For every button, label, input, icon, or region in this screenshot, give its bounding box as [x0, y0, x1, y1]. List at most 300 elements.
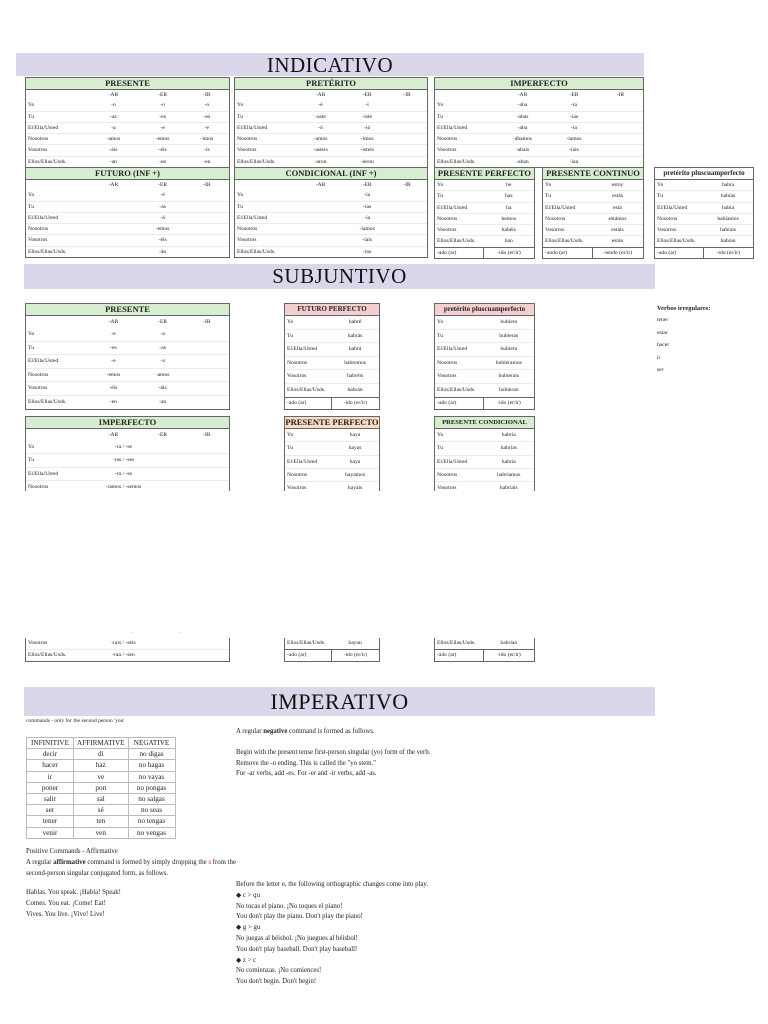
indicativo-presente-continuo-table	[542, 167, 644, 259]
cell: hubiéramos	[495, 359, 522, 366]
subjuntivo-presente-perfecto-bottom	[284, 638, 380, 662]
table-row	[26, 454, 229, 467]
irregular-verb: ir	[657, 354, 661, 361]
cell: -o	[160, 102, 165, 109]
subjuntivo-presente-table	[25, 303, 230, 410]
cell: -es	[110, 344, 117, 351]
table-row	[435, 429, 534, 442]
cell: -a	[160, 358, 165, 365]
table-title: FUTURO (INF +)	[26, 168, 229, 180]
table-row	[285, 316, 379, 330]
irregular-verb: estar	[657, 329, 668, 336]
row-label: Ellos/Ellas/Usds.	[437, 238, 476, 245]
page-break-mark: .	[131, 630, 133, 635]
row-label: Ellos/Ellas/Usds.	[437, 158, 476, 165]
cell	[294, 224, 347, 234]
cell: -amos	[155, 371, 170, 378]
footer-row	[435, 397, 534, 409]
cell	[387, 190, 427, 200]
cell: hayan	[348, 640, 362, 646]
row-label: El/Ella/Usted	[437, 124, 468, 131]
cell: -ran / -sen	[112, 652, 135, 658]
indicativo-presente-perfecto-table	[434, 167, 535, 259]
header-row	[26, 429, 229, 441]
row-label: Nosotros	[437, 136, 458, 143]
cell: hubieras	[499, 332, 519, 339]
cell: -ían	[569, 158, 579, 165]
cell: tener	[27, 816, 74, 827]
row-label: Nosotros	[657, 215, 678, 222]
row-label: Vosotros	[545, 227, 565, 234]
table-row	[26, 650, 229, 661]
table-row	[435, 180, 534, 191]
cell: estás	[612, 193, 623, 200]
cell	[185, 190, 229, 200]
cell	[387, 202, 427, 212]
cell: no vengas	[128, 827, 175, 838]
cell: he	[506, 182, 512, 188]
row-label: El/Ella/Usted	[437, 204, 468, 211]
cell	[185, 213, 229, 223]
row-label: Vosotros	[287, 373, 307, 380]
row-label: -ando (ar)	[545, 249, 568, 256]
ortho-line: You don't begin. Don't begin!	[236, 978, 317, 986]
cell	[185, 342, 229, 355]
cell: -IR	[203, 319, 211, 325]
table-row	[285, 357, 379, 371]
table-row	[435, 203, 534, 214]
row-label: Vosotros	[28, 385, 48, 392]
row-label: El/Ella/Usted	[437, 458, 468, 465]
table-row	[435, 112, 643, 123]
cell: -e	[111, 331, 116, 337]
table-row	[26, 328, 229, 342]
cell: has	[505, 193, 513, 200]
row-label	[26, 90, 86, 100]
indicativo-pluscuamperfecto-table	[654, 167, 754, 259]
cell	[185, 328, 229, 341]
table-row	[26, 112, 229, 123]
row-label	[26, 180, 86, 190]
cell	[294, 190, 347, 200]
cell: -ER	[158, 432, 168, 438]
row-label	[26, 316, 86, 328]
cell: -aste	[315, 113, 326, 120]
ortho-line: No tocas el piano. ¡No toques el piano!	[236, 902, 343, 910]
cell: ir	[27, 771, 74, 782]
cell	[387, 112, 427, 122]
table-row	[26, 355, 229, 369]
cell	[185, 224, 229, 234]
cell: -emos	[155, 136, 170, 143]
cell	[387, 224, 427, 234]
table-row	[235, 235, 427, 246]
subjuntivo-imperfecto-bottom	[25, 638, 230, 662]
row-label: Yo	[28, 192, 35, 199]
row-label: Vosotros	[237, 237, 257, 244]
row-label: Vosotros	[28, 640, 48, 646]
table-row	[26, 369, 229, 383]
cell: -ER	[158, 92, 168, 98]
cell: ten	[74, 816, 129, 827]
table-row	[235, 100, 427, 111]
table-row	[26, 342, 229, 356]
affirmative-rule-cont: second-person singular conjugated form, as follows.	[26, 869, 169, 877]
indicativo-futuro-table	[25, 167, 230, 258]
table-row	[26, 235, 229, 246]
cell: -ió	[364, 124, 371, 131]
indicativo-banner: INDICATIVO	[16, 53, 644, 76]
column-header: AFFIRMATIVE	[74, 738, 129, 749]
cell	[387, 145, 427, 155]
cell: sé	[74, 805, 129, 816]
table-row	[285, 469, 379, 482]
table-row	[26, 190, 229, 201]
cell: ser	[27, 805, 74, 816]
cell: -o	[204, 102, 210, 109]
irregular-verb: hacer	[657, 342, 670, 349]
cell: -AR	[108, 432, 119, 438]
table-row	[27, 782, 176, 793]
table-row	[285, 456, 379, 469]
table-row	[235, 112, 427, 123]
table-row	[27, 749, 176, 760]
cell	[185, 247, 229, 257]
table-row	[435, 225, 534, 236]
table-row	[235, 134, 427, 145]
cell	[86, 224, 140, 234]
cell: -íais	[362, 237, 372, 244]
indicativo-imperfecto-table	[434, 77, 644, 168]
cell	[598, 145, 643, 155]
table-row	[435, 214, 534, 225]
cell: -emos	[106, 371, 121, 378]
table-row	[26, 468, 229, 481]
cell: -aron	[314, 158, 327, 165]
cell: -abas	[516, 113, 529, 120]
row-label: Nosotros	[28, 136, 49, 143]
table-row	[435, 357, 534, 371]
row-label: Tu	[237, 113, 244, 120]
cell	[161, 441, 195, 453]
table-row	[435, 191, 534, 202]
cell: no hagas	[128, 760, 175, 771]
table-row	[26, 481, 229, 491]
cell: -AR	[108, 92, 119, 98]
cell	[387, 134, 427, 144]
column-header: NEGATIVE	[128, 738, 175, 749]
orthographic-changes	[236, 880, 656, 988]
table-row	[235, 123, 427, 134]
cell: -IR	[403, 182, 411, 188]
cell: -ías	[363, 203, 372, 210]
cell: habríais	[499, 485, 518, 491]
table-row	[435, 236, 534, 246]
table-row	[26, 441, 229, 454]
table-row	[285, 370, 379, 384]
row-label: Vosotros	[28, 237, 48, 244]
cell: -a	[160, 331, 165, 337]
cell: hacer	[27, 760, 74, 771]
table-row	[285, 429, 379, 442]
cell: -ido (er/ir)	[703, 248, 753, 258]
affirmative-rule: A regular affirmative command is formed by simply dropping the s from the	[26, 858, 236, 866]
table-title: PRESENTE CONDICIONAL	[435, 417, 534, 429]
row-label: -ado (ar)	[657, 249, 677, 256]
table-row	[435, 384, 534, 397]
table-title: FUTURO PERFECTO	[285, 304, 379, 316]
row-label: El/Ella/Usted	[287, 458, 318, 465]
cell: -e	[204, 124, 210, 131]
table-row	[27, 760, 176, 771]
cell: habrá	[348, 346, 362, 353]
imperativo-table	[26, 737, 176, 839]
cell: -IR	[403, 92, 411, 98]
table-title: PRESENTE CONTINUO	[543, 168, 643, 180]
row-label: Nosotros	[28, 371, 49, 378]
table-row	[655, 203, 753, 214]
cell: -ábamos	[513, 136, 532, 143]
row-label: Yo	[437, 102, 444, 109]
subjuntivo-imperfecto-table	[25, 416, 230, 491]
cell	[387, 247, 427, 257]
table-row	[435, 145, 643, 156]
cell: habría	[501, 432, 516, 438]
cell: habréis	[347, 373, 364, 380]
row-label: Nosotros	[28, 226, 49, 233]
cell: -as	[110, 113, 117, 120]
row-label	[435, 90, 495, 100]
table-row	[435, 456, 534, 469]
row-label: -ado (ar)	[437, 249, 457, 256]
cell: -AR	[108, 182, 119, 188]
row-label: -ado (ar)	[287, 399, 307, 406]
verbos-irregulares	[657, 305, 757, 380]
cell	[185, 369, 229, 382]
cell: -án	[159, 248, 167, 255]
table-row	[27, 827, 176, 838]
table-row	[285, 343, 379, 357]
table-row	[435, 157, 643, 167]
cell: haya	[349, 458, 361, 465]
cell: -éis	[109, 385, 118, 392]
row-label: Tu	[657, 193, 664, 200]
row-label: Yo	[287, 319, 294, 325]
cell: -en	[203, 158, 211, 165]
cell: -ra / -se	[114, 470, 133, 477]
row-label: El/Ella/Usted	[545, 204, 576, 211]
cell: habrías	[500, 445, 517, 452]
row-label: -ado (ar)	[437, 399, 457, 406]
row-label: Tu	[28, 203, 35, 210]
cell: -amos	[313, 136, 328, 143]
cell: -é	[160, 192, 165, 199]
subjuntivo-banner: SUBJUNTIVO	[24, 264, 655, 289]
table-row	[435, 100, 643, 111]
cell: ha	[506, 204, 512, 211]
ortho-line: ◆ c > qu	[236, 891, 260, 899]
cell: venir	[27, 827, 74, 838]
row-label: El/Ella/Usted	[437, 346, 468, 353]
cell: -ramos / -semos	[105, 483, 142, 490]
cell	[86, 190, 140, 200]
cell: -aban	[516, 158, 529, 165]
cell	[185, 202, 229, 212]
cell: -amos	[106, 136, 121, 143]
table-row	[435, 638, 534, 649]
cell: -an	[109, 158, 117, 165]
cell: -ía	[364, 192, 371, 199]
cell	[195, 481, 229, 491]
footer-row	[435, 247, 534, 258]
table-title: IMPERFECTO	[435, 78, 643, 90]
row-label: El/Ella/Usted	[237, 124, 268, 131]
row-label: Ellos/Ellas/Usds.	[28, 248, 67, 255]
table-row	[543, 225, 643, 236]
table-row	[543, 214, 643, 225]
cell: hubieran	[498, 386, 519, 393]
row-label: -ado (ar)	[287, 652, 307, 658]
row-label: Yo	[28, 331, 35, 337]
row-label: Tu	[437, 332, 444, 339]
cell: -aba	[517, 124, 528, 131]
cell: -ra / -se	[114, 444, 133, 450]
table-row	[26, 213, 229, 224]
cell: -an	[159, 398, 167, 405]
row-label: El/Ella/Usted	[657, 204, 688, 211]
header-row	[235, 90, 427, 100]
irregular-verb: ser	[657, 367, 664, 374]
row-label: Ellos/Ellas/Usds.	[237, 248, 276, 255]
header-row	[235, 180, 427, 190]
row-label: Yo	[28, 102, 35, 109]
cell: haz	[74, 760, 129, 771]
table-title: PRESENTE PERFECTO	[435, 168, 534, 180]
cell: ven	[74, 827, 129, 838]
cell: -AR	[108, 319, 119, 325]
cell	[86, 213, 140, 223]
cell	[294, 202, 347, 212]
affirmative-heading: Positive Commands - Affirmative	[26, 848, 118, 855]
row-label: Yo	[545, 182, 552, 188]
cell	[598, 134, 643, 144]
cell: no seas	[128, 805, 175, 816]
table-row	[26, 638, 229, 650]
table-row	[235, 202, 427, 213]
table-row	[235, 224, 427, 235]
row-label: Yo	[237, 102, 244, 109]
cell: haya	[349, 432, 361, 438]
cell: -íais	[569, 147, 579, 154]
row-label: Ellos/Ellas/Usds.	[287, 386, 326, 393]
cell: habrán	[347, 386, 363, 393]
ortho-line: You don't play the piano. Don't play the piano!	[236, 913, 363, 921]
cell: pon	[74, 782, 129, 793]
table-row	[235, 157, 427, 167]
cell: -ido (er/ir)	[483, 248, 534, 258]
indicativo-condicional-table	[234, 167, 428, 258]
row-label: Tu	[28, 457, 35, 464]
page-break-mark: .	[179, 630, 181, 635]
cell	[86, 235, 140, 245]
cell: estoy	[611, 182, 624, 188]
affirmative-example: Comes. You eat. ¡Come! Eat!	[26, 900, 106, 908]
cell	[161, 454, 195, 466]
cell: había	[721, 204, 735, 211]
table-row	[26, 224, 229, 235]
table-row	[27, 816, 176, 827]
cell: -IR	[203, 182, 211, 188]
table-title: PRESENTE	[26, 304, 229, 316]
cell: -ER	[158, 319, 168, 325]
row-label: Yo	[657, 182, 664, 188]
cell: no pongas	[128, 782, 175, 793]
irregulares-title: Verbos irregulares:	[657, 305, 711, 312]
table-row	[655, 191, 753, 202]
row-label: Nosotros	[545, 215, 566, 222]
row-label: Nosotros	[437, 471, 458, 478]
row-label: Yo	[437, 319, 444, 325]
cell: habéis	[501, 227, 516, 234]
table-row	[26, 134, 229, 145]
cell	[185, 382, 229, 395]
cell: -en	[159, 158, 167, 165]
cell: -á	[160, 214, 165, 221]
row-label: Nosotros	[287, 471, 308, 478]
cell: hemos	[501, 215, 517, 222]
cell	[387, 123, 427, 133]
ortho-line: ◆ z > c	[236, 956, 257, 964]
cell: -ía	[571, 124, 577, 131]
cell: -IR	[203, 432, 211, 438]
cell: -éis	[158, 147, 167, 154]
cell: -o	[111, 102, 116, 109]
row-label: Ellos/Ellas/Usds.	[545, 238, 584, 245]
row-label: Vosotros	[437, 147, 457, 154]
table-title: PRETÉRITO	[235, 78, 427, 90]
table-row	[26, 382, 229, 396]
subjuntivo-presente-condicional-table	[434, 416, 535, 491]
row-label: Tu	[287, 332, 294, 339]
cell: -éis	[158, 237, 167, 244]
row-label: Tu	[287, 445, 294, 452]
cell	[195, 468, 229, 480]
cell: -ER	[158, 182, 168, 188]
table-title: pretérito pluscuamperfecto	[435, 304, 534, 316]
table-title: PRESENTE PERFECTO	[285, 417, 379, 427]
cell: sal	[74, 794, 129, 805]
cell	[387, 213, 427, 223]
table-row	[285, 638, 379, 649]
table-row	[435, 370, 534, 384]
cell: -ías	[569, 113, 579, 120]
table-row	[435, 316, 534, 330]
subjuntivo-pluscuamperfecto-table	[434, 303, 535, 410]
negative-step: Begin with the present tense first-person singular (yo) form of the verb.	[236, 748, 431, 756]
row-label: El/Ella/Usted	[28, 124, 59, 131]
cell	[195, 441, 229, 453]
row-label: Nosotros	[237, 226, 258, 233]
cell: -áis	[109, 147, 118, 154]
table-row	[235, 145, 427, 156]
row-label: Yo	[237, 192, 244, 199]
negative-step: Remove the -o ending. This is called the "yo stem."	[236, 759, 377, 767]
row-label	[235, 90, 294, 100]
cell: no tengas	[128, 816, 175, 827]
row-label: Vosotros	[437, 373, 457, 380]
headers	[26, 90, 229, 100]
cell: -e	[160, 124, 165, 131]
